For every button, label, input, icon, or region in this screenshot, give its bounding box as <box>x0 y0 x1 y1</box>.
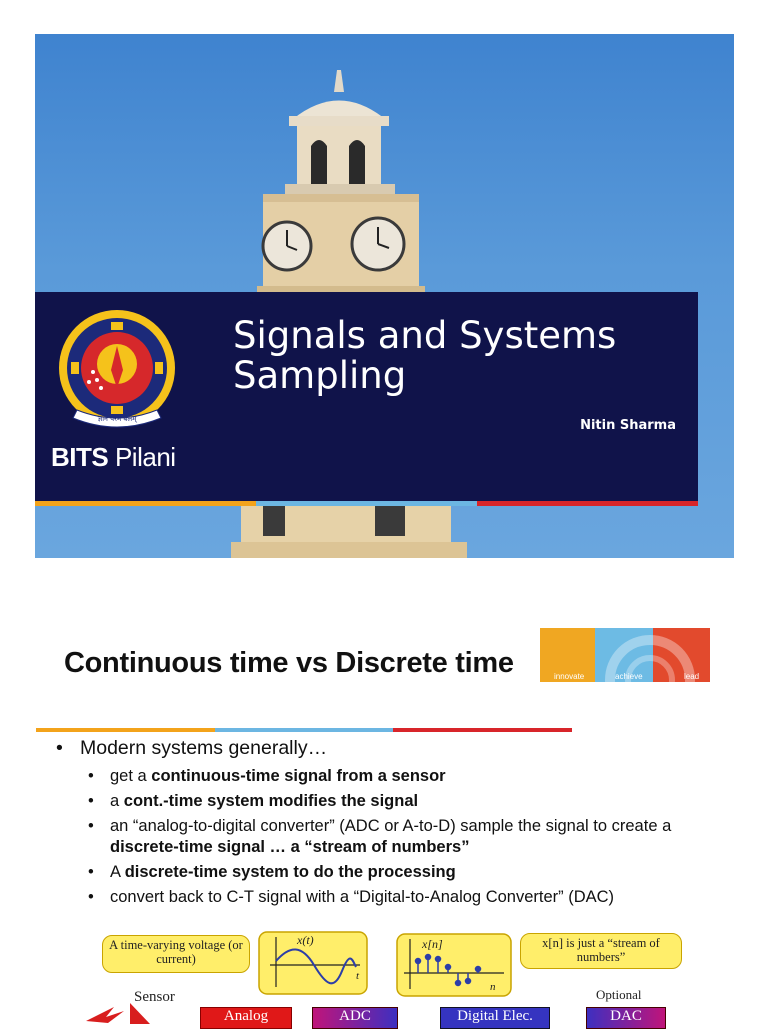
n-axis-label: n <box>490 981 496 993</box>
sensor-label: Sensor <box>134 989 175 1005</box>
digital-elec-block: Digital Elec. <box>440 1007 550 1029</box>
sub-bullet: • an “analog-to-digital converter” (ADC or A-to-D) sample the signal to create a discrete-time signal … a “stream of numbers” <box>52 816 710 858</box>
title-rule <box>36 728 572 732</box>
brand-bold: BITS <box>51 442 109 472</box>
brand-light: Pilani <box>114 442 176 472</box>
slide-title-line1: Signals and Systems <box>233 314 617 357</box>
gear-watermark-icon <box>540 628 710 682</box>
title-slide <box>35 34 734 558</box>
t-axis-label: t <box>356 970 360 982</box>
bits-pilani-wordmark <box>51 442 176 473</box>
title-band <box>35 292 698 504</box>
sub-bullet: • get a continuous-time signal from a sensor <box>52 766 752 787</box>
slide-title-line2: Sampling <box>233 354 407 397</box>
xn-label: x[n] <box>422 937 443 951</box>
slide-title <box>233 316 683 396</box>
dac-block: DAC <box>586 1007 666 1029</box>
band-stripes <box>35 501 698 506</box>
signal-chain-diagram <box>84 925 684 1024</box>
callout-stream-of-numbers: x[n] is just a “stream of numbers” <box>520 933 682 969</box>
tagline-lead-label: lead <box>684 672 700 681</box>
xt-label: x(t) <box>297 933 314 947</box>
sub-bullet: • convert back to C-T signal with a “Digital-to-Analog Converter” (DAC) <box>52 887 752 908</box>
slide2-title: Continuous time vs Discrete time <box>64 647 514 679</box>
sub-bullet: • a cont.-time system modifies the signal <box>52 791 752 812</box>
adc-block: ADC <box>312 1007 398 1029</box>
analog-block: Analog <box>200 1007 292 1029</box>
tagline-banner <box>540 628 710 682</box>
bits-emblem-logo <box>53 308 181 436</box>
author-name: Nitin Sharma <box>580 418 676 433</box>
tagline-achieve-label: achieve <box>615 672 643 681</box>
logo-motto: ज्ञानं परमं बलम् <box>97 415 137 423</box>
optional-label: Optional <box>596 987 642 1002</box>
bullet-main: • Modern systems generally… <box>52 736 752 760</box>
sub-bullet: • A discrete-time system to do the processing <box>52 862 752 883</box>
tagline-innovate-label: innovate <box>554 672 585 681</box>
bullet-list <box>52 736 752 912</box>
sensor-icon <box>84 1003 154 1024</box>
callout-time-varying: A time-varying voltage (or current) <box>102 935 250 973</box>
